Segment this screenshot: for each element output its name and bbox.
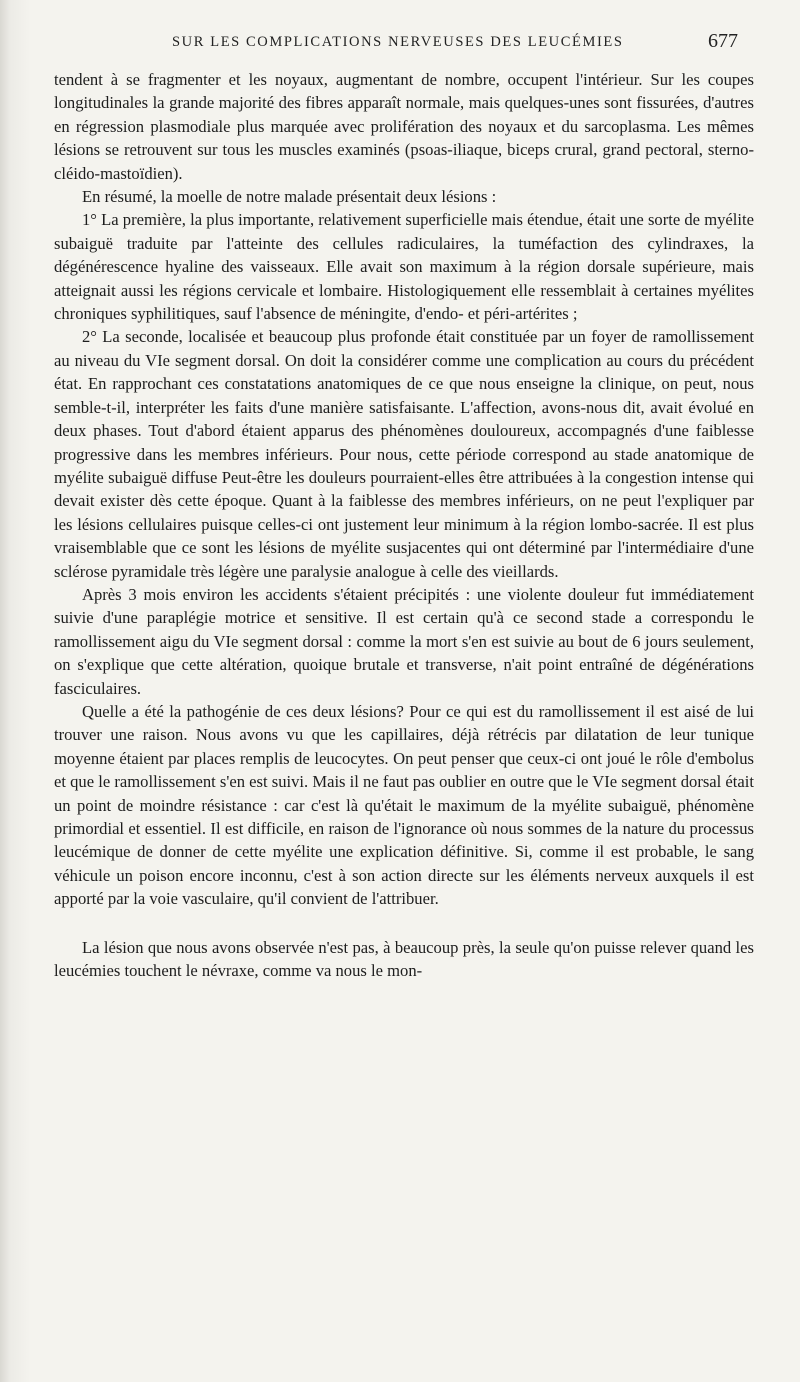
paragraph-second-lesion: 2° La seconde, localisée et beaucoup plus profonde était constituée par un foyer de ramollissement au niveau du VIe segment dorsal. On doit la considérer comme une complication au cours du précédent état. En rapprochant ces constatations anatomiques de ce que nous enseigne la clinique, on peut, nous semble-t-il, interpréter les faits d'une manière satisfaisante. L'affection, avons-nous dit, avait évolué en deux phases. Tout d'abord étaient apparus des phénomènes douloureux, accompagnés d'une faiblesse progressive dans les membres inférieurs. Pour nous, cette période correspond au stade anatomique de myélite subaiguë diffuse Peut-être les douleurs pourraient-elles être attribuées à la congestion intense qui devait exister dès cette époque. Quant à la faiblesse des membres inférieurs, on ne peut l'expliquer par les lésions cellulaires puisque celles-ci ont justement leur minimum à la région lombo-sacrée. Il est plus vraisemblable que ce sont les lésions de myélite susjacentes qui ont déterminé par l'intermédiaire d'une sclérose pyramidale très légère une paralysie analogue à celle des vieillards.	[54, 327, 754, 581]
paragraph-closing: La lésion que nous avons observée n'est pas, à beaucoup près, la seule qu'on puisse relever quand les leucémies touchent le névraxe, comme va nous le mon-	[54, 937, 754, 981]
paragraph-first-lesion: 1° La première, la plus importante, relativement superficielle mais étendue, était une sorte de myélite subaiguë traduite par l'atteinte des cellules radiculaires, la tuméfaction des cylindraxes, la dégénérescence hyaline des vaisseaux. Elle avait son maximum à la région dorsale supérieure, mais atteignait aussi les régions cervicale et lombaire. Histologiquement elle ressemblait à certaines myélites chroniques syphilitiques, sauf l'absence de méningite, d'endo- et péri-artérites ;	[54, 210, 754, 324]
paragraph-pathogenesis: Quelle a été la pathogénie de ces deux lésions? Pour ce qui est du ramollissement il est aisé de lui trouver une raison. Nous avons vu que les capillaires, déjà rétrécis par dilatation de leur tunique moyenne étaient par places remplis de leucocytes. On peut penser que ceux-ci ont joué le rôle d'embolus et que le ramollissement s'en est suivi. Mais il ne faut pas oublier en outre que le VIe segment dorsal était un point de moindre résistance : car c'est là qu'était le maximum de la myélite subaiguë, phénomène primordial et essentiel. Il est difficile, en raison de l'ignorance où nous sommes de la nature du processus leucémique de donner de cette myélite une explication définitive. Si, comme il est probable, le sang véhicule un poison encore inconnu, c'est à son action directe sur les éléments nerveux auxquels il est apporté par la voie vasculaire, qu'il convient de l'attribuer.	[54, 701, 754, 909]
body-text	[54, 68, 754, 982]
running-head: SUR LES COMPLICATIONS NERVEUSES DES LEUCÉMIES	[172, 34, 624, 50]
paragraph-summary-intro: En résumé, la moelle de notre malade présentait deux lésions :	[82, 187, 497, 207]
page-number: 677	[708, 30, 738, 52]
page-header	[54, 30, 738, 60]
paragraph-muscle-findings: tendent à se fragmenter et les noyaux, augmentant de nombre, occupent l'intérieur. Sur les coupes longitudinales la grande majorité des fibres apparaît normale, mais quelques-unes sont fissurées, d'autres en régression plasmodiale plus marquée avec prolifération des noyaux et du sarcoplasma. Les mêmes lésions se retrouvent sur tous les muscles examinés (psoas-iliaque, biceps crural, grand pectoral, sterno-cléido-mastoïdien).	[54, 70, 754, 183]
paragraph-acute-phase: Après 3 mois environ les accidents s'étaient précipités : une violente douleur fut immédiatement suivie d'une paraplégie motrice et sensitive. Il est certain qu'à ce second stade a correspondu le ramollissement aigu du VIe segment dorsal : comme la mort s'en est suivie au bout de 6 jours seulement, on s'explique que cette altération, quoique brutale et transverse, n'ait point entraîné de dégénérations fasciculaires.	[54, 584, 754, 698]
